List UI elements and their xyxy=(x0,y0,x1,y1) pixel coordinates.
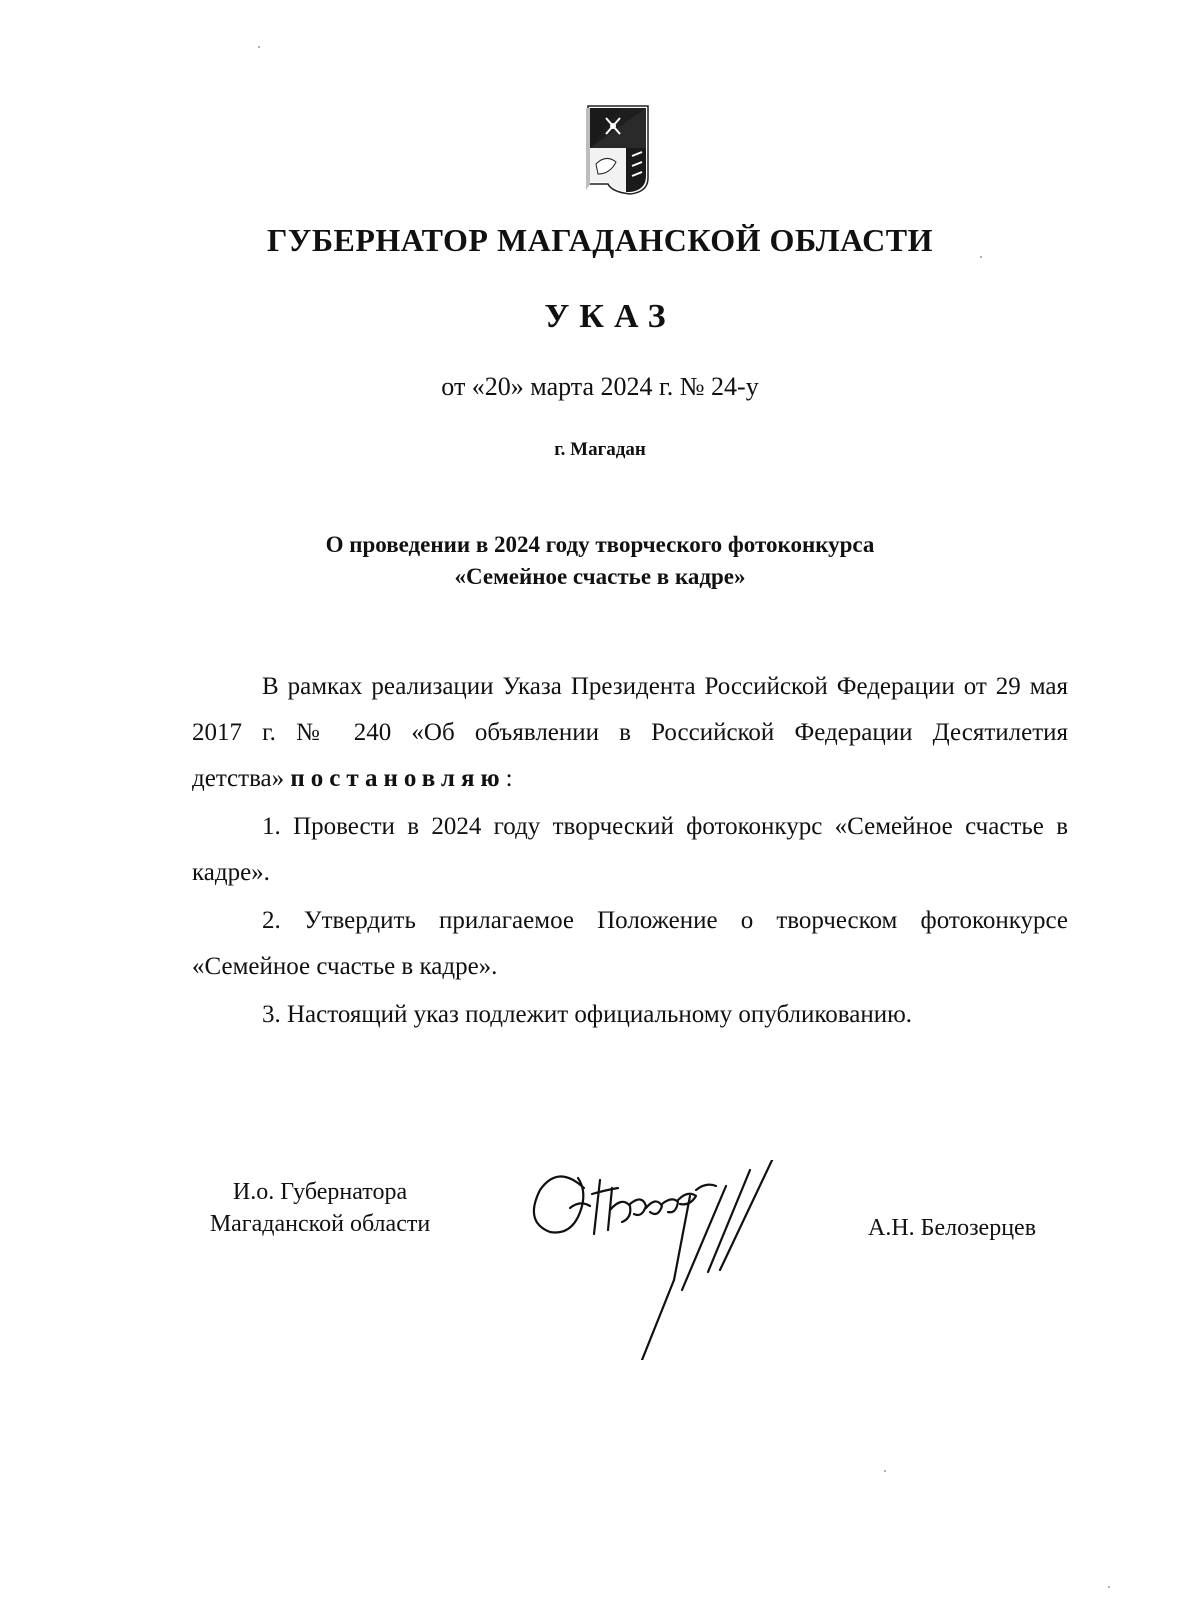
document-body xyxy=(192,664,1068,1038)
subject-line-2: «Семейное счастье в кадре» xyxy=(454,564,746,589)
decree-item: 1. Провести в 2024 году творческий фотоконкурс «Семейное счастье в кадре». xyxy=(192,813,1068,886)
handwritten-signature-icon xyxy=(530,1160,810,1360)
document-date-number: от «20» марта 2024 г. № 24-у xyxy=(441,372,759,401)
decree-colon: : xyxy=(505,765,513,792)
decree-item: 2. Утвердить прилагаемое Положение о творческом фотоконкурсе «Семейное счастье в кадре». xyxy=(192,907,1068,980)
decree-word: постановляю xyxy=(290,765,506,792)
subject-line-1: О проведении в 2024 году творческого фотоконкурса xyxy=(325,532,875,557)
preamble-paragraph xyxy=(192,664,1068,802)
document-city: г. Магадан xyxy=(554,439,646,460)
document-type-title: УКАЗ xyxy=(544,298,676,335)
scan-speck xyxy=(1108,1586,1110,1588)
signatory-position xyxy=(170,1176,470,1240)
issuing-authority: ГУБЕРНАТОР МАГАДАНСКОЙ ОБЛАСТИ xyxy=(267,222,933,258)
signatory-name: А.Н. Белозерцев xyxy=(868,1215,1037,1241)
scan-speck xyxy=(884,1470,886,1472)
coat-of-arms-icon xyxy=(586,104,666,196)
decree-item: 3. Настоящий указ подлежит официальному опубликованию. xyxy=(262,1001,913,1028)
preamble-text: В рамках реализации Указа Президента Российской Федерации от 29 мая 2017 г. № 240 «Об объявлении в Российской Федерации Десятилетия детства» xyxy=(192,673,1068,792)
scan-speck xyxy=(980,256,982,258)
position-line-2: Магаданской области xyxy=(209,1211,431,1237)
document-subject xyxy=(0,529,1200,593)
position-line-1: И.о. Губернатора xyxy=(232,1179,408,1205)
scan-speck xyxy=(258,46,260,48)
